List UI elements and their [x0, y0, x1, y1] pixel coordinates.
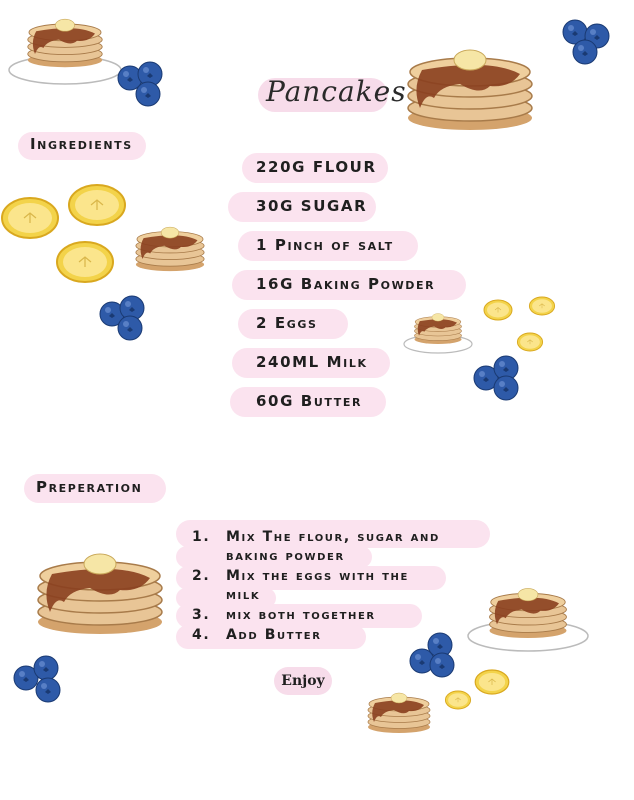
step-text: milk — [226, 587, 261, 603]
step-number: 4. — [192, 627, 211, 643]
blueberries-left — [122, 318, 123, 319]
blueberries-top-left — [140, 82, 141, 83]
enjoy-label: Enjoy — [274, 667, 332, 695]
pancake-stack-illustration-top-right — [470, 88, 471, 89]
ingredients-heading: Ingredients — [30, 135, 133, 153]
ingredient-item: 2 Eggs — [256, 314, 318, 332]
ingredient-item: 1 Pinch of salt — [256, 236, 394, 254]
pancake-plate-illustration-top-left — [65, 42, 66, 43]
step-text: Mix The flour, sugar and — [226, 529, 440, 545]
pancake-plate-illustration-middle-right — [438, 328, 439, 329]
banana-slices-bottom-right — [0, 0, 1, 1]
ingredient-item: 16G Baking Powder — [256, 275, 436, 293]
recipe-title — [258, 75, 407, 112]
recipe-title-text: Pancakes — [266, 75, 407, 108]
preparation-heading: Preperation — [36, 478, 143, 496]
blueberries-bottom-left — [38, 678, 39, 679]
blueberries-top-right — [585, 40, 586, 41]
pancake-stack-illustration-bottom-left — [100, 592, 101, 593]
step-text: baking powder — [226, 548, 345, 564]
step-text: mix both together — [226, 607, 376, 623]
ingredient-item: 30G SUGAR — [256, 197, 368, 215]
pancake-stack-small-left — [170, 248, 171, 249]
pancake-plate-illustration-bottom-right — [528, 612, 529, 613]
ingredient-item: 240ML Milk — [256, 353, 368, 371]
ingredient-item: 60G Butter — [256, 392, 363, 410]
step-number: 3. — [192, 607, 211, 623]
blueberries-middle-right — [496, 376, 497, 377]
step-text: Mix the eggs with the — [226, 568, 409, 584]
step-number: 2. — [192, 568, 211, 584]
blueberries-bottom-right — [430, 655, 431, 656]
step-text: Add Butter — [226, 627, 322, 643]
ingredient-item: 220G FLOUR — [256, 158, 377, 176]
pancake-stack-small-bottom — [399, 712, 400, 713]
step-number: 1. — [192, 529, 211, 545]
